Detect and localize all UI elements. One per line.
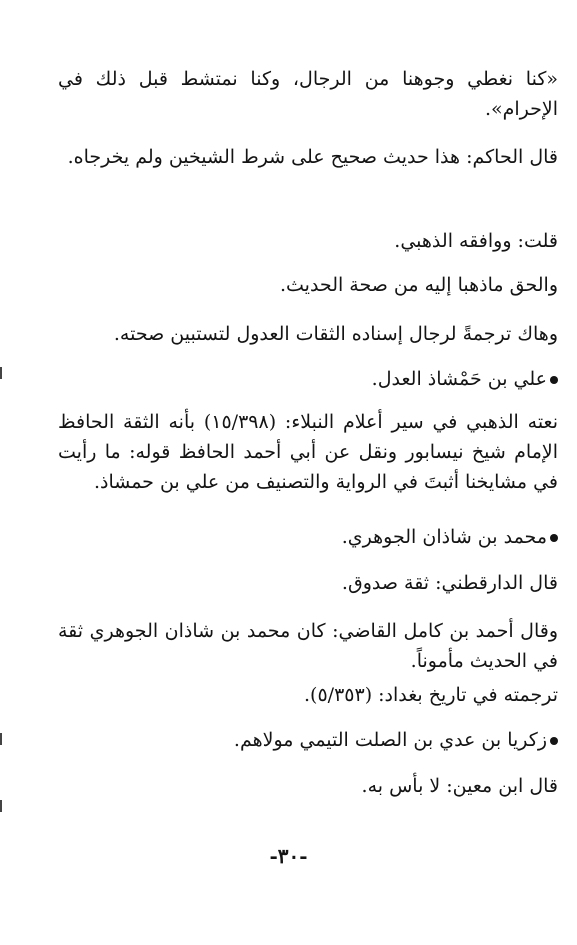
scan-edge-mark (0, 733, 2, 745)
dhahabi-agreement: قلت: ووافقه الذهبي. (394, 230, 558, 252)
narrator-1-description: نعته الذهبي في سير أعلام النبلاء: (١٥/٣٩٨) بأنه الثقة الحافظ الإمام شيخ نيسابور ونقل عن أبي أحمد الحافظ قوله: ما رأيت في مشايخنا أثبتَ في الرواية والتصنيف من علي بن حمشاذ. (58, 411, 559, 493)
quote-paragraph: «كنا نغطي وجوهنا من الرجال، وكنا نمتشط قبل ذلك في الإحرام». (58, 68, 558, 120)
bullet-icon (550, 534, 558, 542)
scan-edge-mark (0, 800, 2, 812)
bullet-icon (550, 737, 558, 745)
ahmad-statement: وقال أحمد بن كامل القاضي: كان محمد بن شاذان الجوهري ثقة في الحديث مأموناً. (58, 620, 558, 672)
narrator-3-heading (58, 725, 558, 755)
scan-edge-mark (0, 367, 2, 379)
hakim-statement: قال الحاكم: هذا حديث صحيح على شرط الشيخين ولم يخرجاه. (67, 146, 558, 168)
baghdad-reference: ترجمته في تاريخ بغداد: (٥/٣٥٣). (304, 684, 558, 706)
truth-statement: والحق ماذهبا إليه من صحة الحديث. (279, 274, 558, 296)
daraqutni-statement: قال الدارقطني: ثقة صدوق. (341, 572, 558, 594)
page-number: -٣٠- (269, 844, 308, 868)
narrator-1-name: علي بن حَمْشاذ العدل. (371, 368, 547, 390)
ibn-main-statement: قال ابن معين: لا بأس به. (361, 775, 558, 797)
narrator-1-heading (58, 364, 558, 394)
narrator-2-heading (58, 522, 558, 552)
narrators-intro: وهاك ترجمةً لرجال إسناده الثقات العدول لتستبين صحته. (113, 323, 558, 345)
narrator-3-name: زكريا بن عدي بن الصلت التيمي مولاهم. (233, 729, 547, 751)
narrator-2-name: محمد بن شاذان الجوهري. (341, 526, 547, 548)
bullet-icon (550, 376, 558, 384)
